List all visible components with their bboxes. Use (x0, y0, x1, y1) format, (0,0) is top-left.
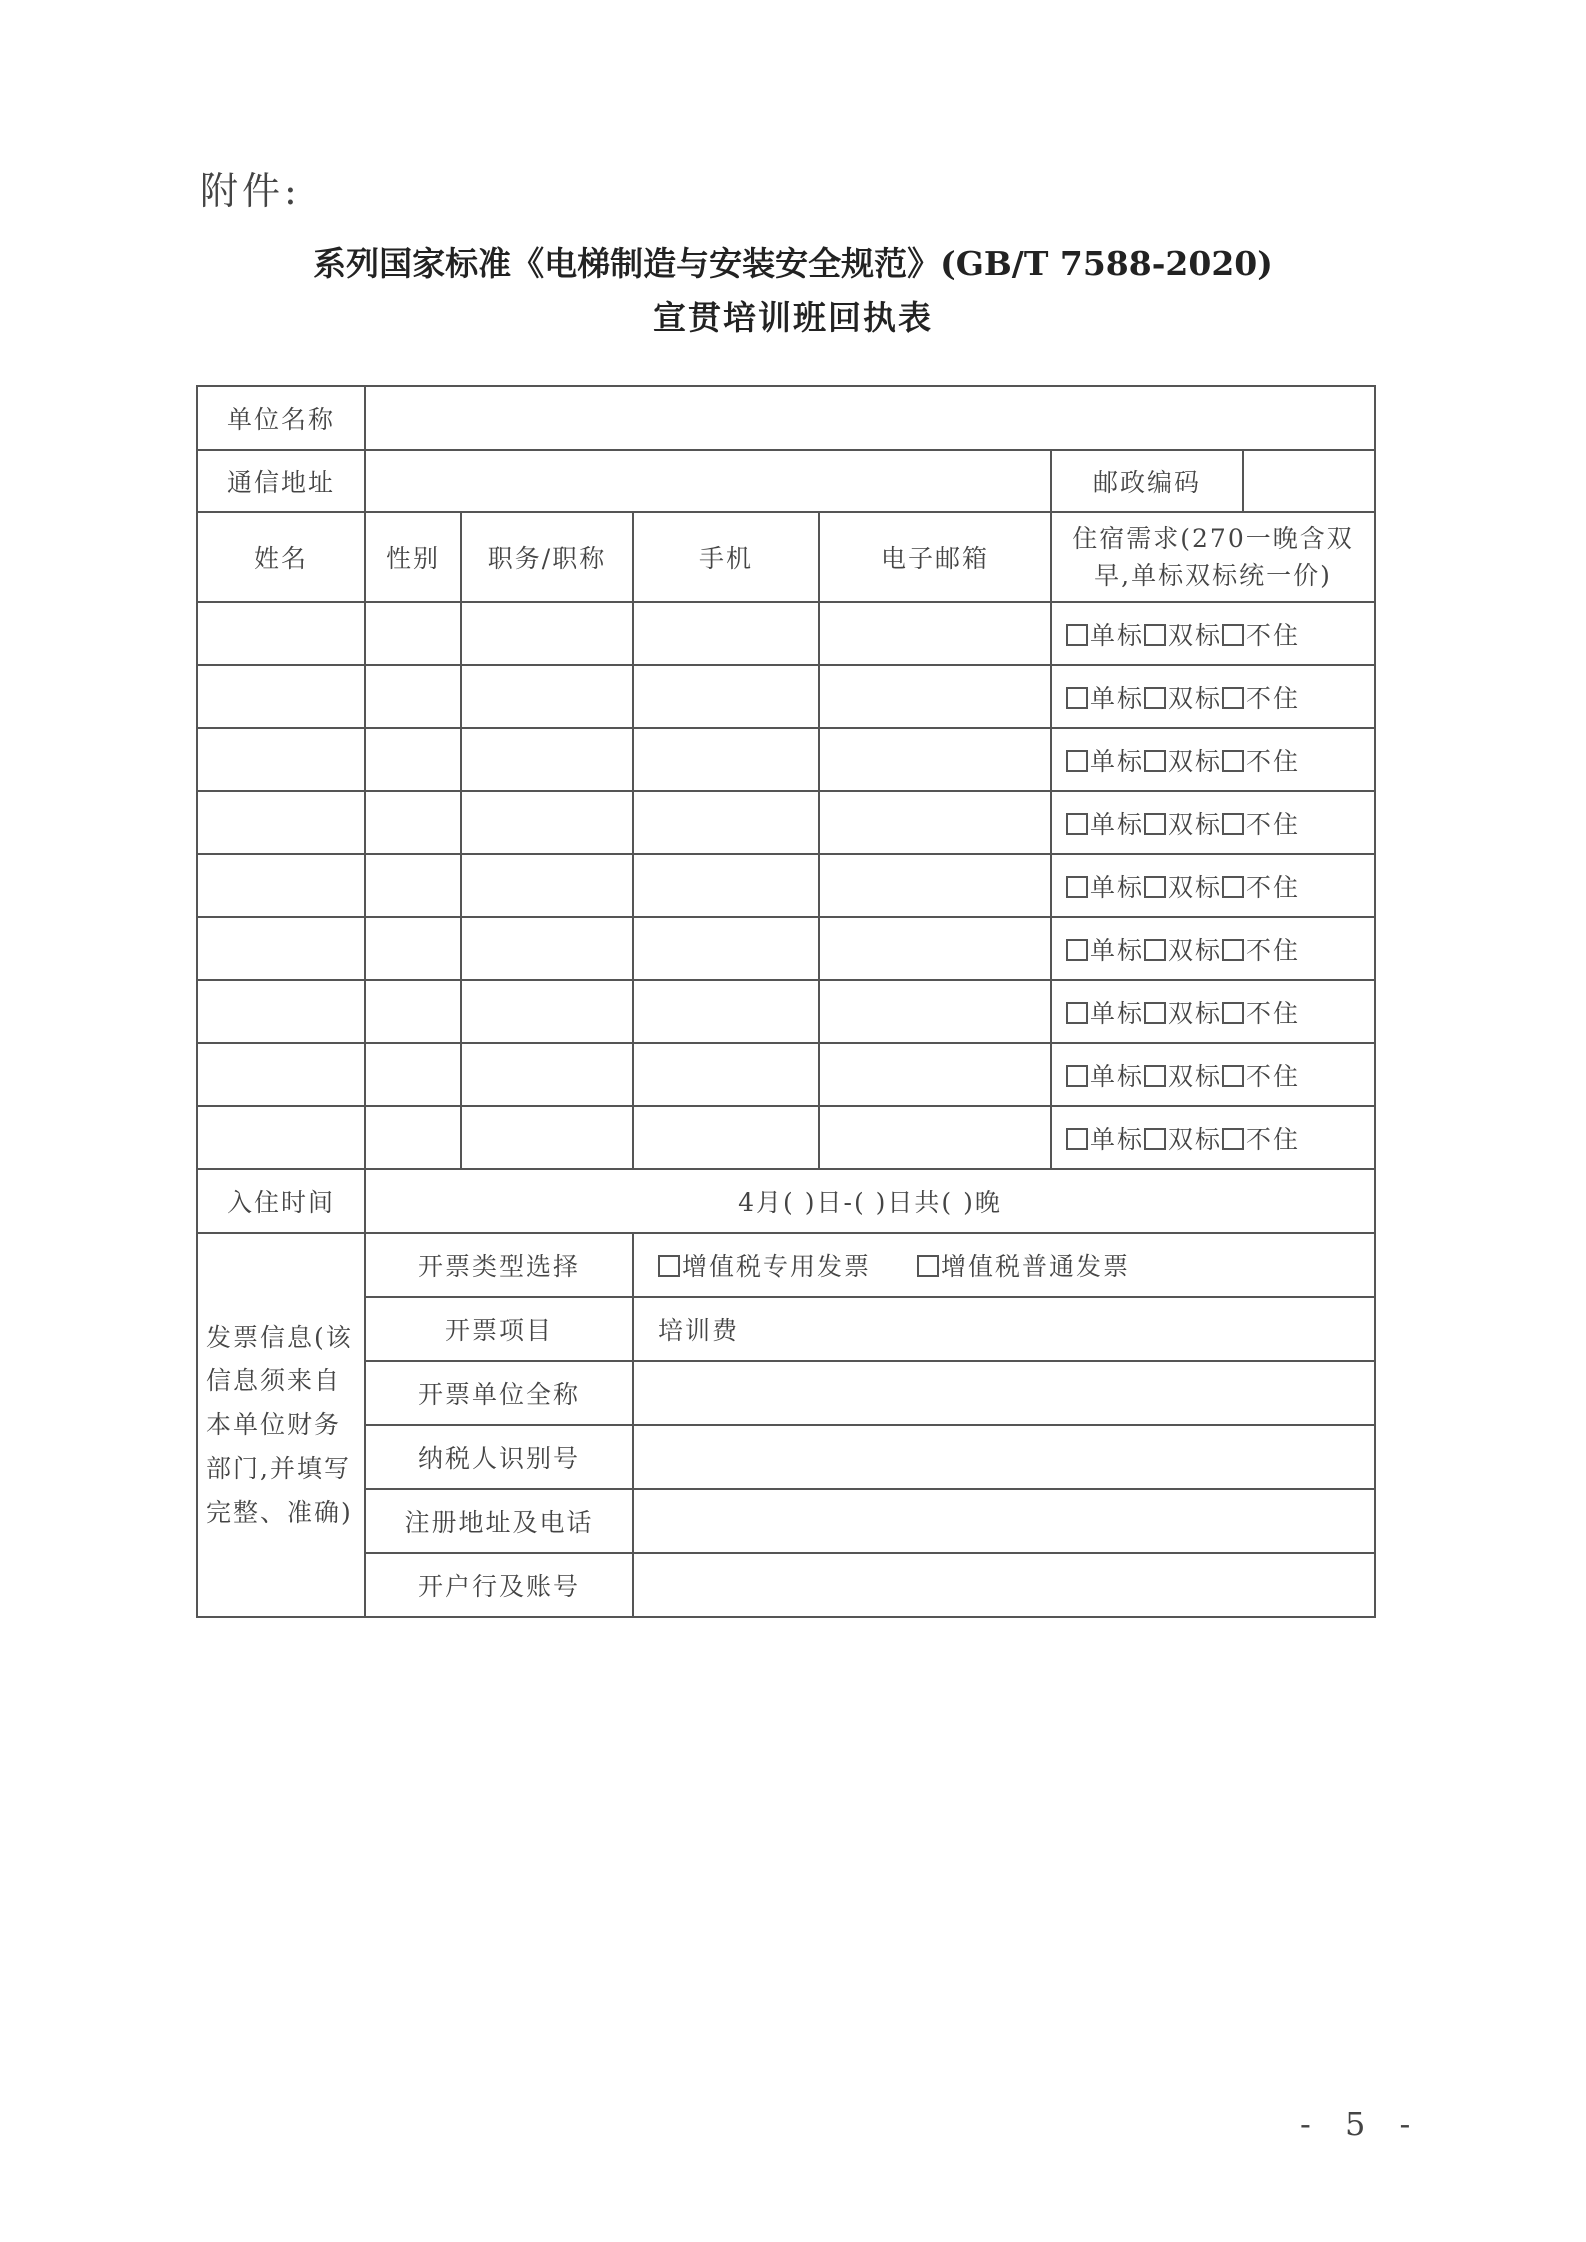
lodging-option-label: 单标 (1090, 1061, 1145, 1091)
invoice-row (197, 1489, 1375, 1553)
checkbox-icon[interactable] (1222, 1065, 1244, 1087)
participant-mobile-cell[interactable] (633, 665, 819, 728)
form-subtitle: 宣贯培训班回执表 (653, 298, 933, 337)
participant-email-cell[interactable] (819, 1043, 1051, 1106)
participant-lodging-cell (1051, 791, 1375, 854)
participant-name-cell[interactable] (197, 854, 365, 917)
invoice-field-label: 开票类型选择 (365, 1233, 633, 1297)
participant-row (197, 602, 1375, 665)
checkbox-icon[interactable] (1066, 813, 1088, 835)
invoice-type-option[interactable] (658, 1247, 871, 1283)
invoice-type-label: 增值税普通发票 (941, 1252, 1131, 1281)
checkin-label: 入住时间 (197, 1169, 365, 1233)
lodging-option[interactable] (1222, 1120, 1300, 1156)
lodging-option-label: 不住 (1246, 746, 1301, 776)
lodging-option-label: 不住 (1246, 998, 1301, 1028)
participant-title-cell[interactable] (461, 728, 633, 791)
postcode-input[interactable] (1242, 451, 1374, 511)
lodging-option-label: 单标 (1090, 1124, 1145, 1154)
lodging-option-label: 不住 (1246, 935, 1301, 965)
invoice-info-label: 发票信息(该信息须来自本单位财务部门,并填写完整、准确) (197, 1233, 365, 1617)
participant-title-cell[interactable] (461, 917, 633, 980)
col-header-mobile: 手机 (633, 512, 819, 602)
checkbox-icon[interactable] (1222, 813, 1244, 835)
lodging-option[interactable] (1222, 931, 1300, 967)
participant-mobile-cell[interactable] (633, 728, 819, 791)
lodging-option-label: 单标 (1090, 998, 1145, 1028)
lodging-option[interactable] (1222, 679, 1300, 715)
participant-email-cell[interactable] (819, 917, 1051, 980)
checkbox-icon[interactable] (1066, 1002, 1088, 1024)
lodging-option[interactable] (1222, 868, 1300, 904)
participant-mobile-cell[interactable] (633, 1043, 819, 1106)
participant-title-cell[interactable] (461, 602, 633, 665)
invoice-field-label: 开户行及账号 (365, 1553, 633, 1617)
participant-lodging-cell (1051, 1043, 1375, 1106)
lodging-option-label: 不住 (1246, 683, 1301, 713)
lodging-option[interactable] (1144, 742, 1222, 778)
unit-name-label: 单位名称 (197, 386, 365, 450)
lodging-option[interactable] (1144, 679, 1222, 715)
checkbox-icon[interactable] (1144, 687, 1166, 709)
lodging-option-label: 双标 (1168, 1124, 1223, 1154)
checkbox-icon[interactable] (1144, 1065, 1166, 1087)
participant-lodging-cell (1051, 980, 1375, 1043)
participant-gender-cell[interactable] (365, 980, 461, 1043)
col-header-email: 电子邮箱 (819, 512, 1051, 602)
lodging-option[interactable] (1144, 868, 1222, 904)
checkbox-icon[interactable] (1222, 687, 1244, 709)
checkbox-icon[interactable] (1066, 624, 1088, 646)
lodging-option-label: 双标 (1168, 872, 1223, 902)
checkbox-icon[interactable] (1144, 1002, 1166, 1024)
participant-row (197, 1043, 1375, 1106)
participant-mobile-cell[interactable] (633, 1106, 819, 1169)
lodging-option[interactable] (1066, 868, 1144, 904)
lodging-option-label: 双标 (1168, 620, 1223, 650)
lodging-option-label: 单标 (1090, 746, 1145, 776)
invoice-row (197, 1233, 1375, 1297)
participant-lodging-cell (1051, 728, 1375, 791)
invoice-field-label: 纳税人识别号 (365, 1425, 633, 1489)
participant-email-cell[interactable] (819, 602, 1051, 665)
participant-row (197, 728, 1375, 791)
participant-title-cell[interactable] (461, 1106, 633, 1169)
checkbox-icon[interactable] (1222, 1128, 1244, 1150)
checkbox-icon[interactable] (917, 1255, 939, 1277)
participant-mobile-cell[interactable] (633, 602, 819, 665)
participant-gender-cell[interactable] (365, 854, 461, 917)
form-title: 系列国家标准《电梯制造与安装安全规范》(GB/T 7588-2020) (313, 244, 1273, 283)
address-input[interactable] (365, 450, 1051, 512)
participant-name-cell[interactable] (197, 917, 365, 980)
lodging-option[interactable] (1222, 1057, 1300, 1093)
participant-lodging-cell (1051, 602, 1375, 665)
lodging-option-label: 单标 (1090, 809, 1145, 839)
checkbox-icon[interactable] (1144, 813, 1166, 835)
lodging-option-label: 不住 (1246, 872, 1301, 902)
participant-name-cell[interactable] (197, 665, 365, 728)
lodging-option-label: 双标 (1168, 1061, 1223, 1091)
invoice-field-label: 开票单位全称 (365, 1361, 633, 1425)
checkbox-icon[interactable] (1222, 624, 1244, 646)
lodging-option-label: 不住 (1246, 809, 1301, 839)
participant-email-cell[interactable] (819, 665, 1051, 728)
checkbox-icon[interactable] (1066, 939, 1088, 961)
participant-gender-cell[interactable] (365, 602, 461, 665)
lodging-option[interactable] (1144, 616, 1222, 652)
invoice-rows (197, 1233, 1375, 1617)
invoice-type-option[interactable] (917, 1247, 1130, 1283)
participant-email-cell[interactable] (819, 1106, 1051, 1169)
lodging-option[interactable] (1066, 616, 1144, 652)
participant-title-cell[interactable] (461, 854, 633, 917)
participant-name-cell[interactable] (197, 980, 365, 1043)
invoice-row (197, 1297, 1375, 1361)
lodging-option[interactable] (1066, 742, 1144, 778)
lodging-option[interactable] (1222, 994, 1300, 1030)
lodging-option-label: 单标 (1090, 620, 1145, 650)
participant-gender-cell[interactable] (365, 665, 461, 728)
lodging-option[interactable] (1144, 1120, 1222, 1156)
unit-name-input[interactable] (365, 386, 1375, 450)
invoice-field-value[interactable]: 培训费 (633, 1297, 1375, 1361)
checkbox-icon[interactable] (1222, 876, 1244, 898)
checkbox-icon[interactable] (1066, 1065, 1088, 1087)
checkbox-icon[interactable] (1222, 1002, 1244, 1024)
lodging-option[interactable] (1222, 805, 1300, 841)
participant-gender-cell[interactable] (365, 1043, 461, 1106)
invoice-type-label: 增值税专用发票 (682, 1252, 872, 1281)
checkin-value[interactable]: 4月( )日-( )日共( )晚 (365, 1169, 1375, 1233)
lodging-option[interactable] (1144, 931, 1222, 967)
participant-mobile-cell[interactable] (633, 980, 819, 1043)
participant-row (197, 917, 1375, 980)
lodging-option[interactable] (1066, 805, 1144, 841)
participant-row (197, 854, 1375, 917)
checkbox-icon[interactable] (658, 1255, 680, 1277)
lodging-option[interactable] (1066, 679, 1144, 715)
participant-email-cell[interactable] (819, 791, 1051, 854)
invoice-field-value[interactable] (633, 1425, 1375, 1489)
lodging-option[interactable] (1066, 1057, 1144, 1093)
invoice-field-label: 开票项目 (365, 1297, 633, 1361)
postcode-label: 邮政编码 (1092, 468, 1201, 497)
lodging-option-label: 不住 (1246, 1061, 1301, 1091)
lodging-option-label: 单标 (1090, 872, 1145, 902)
address-label: 通信地址 (197, 450, 365, 512)
checkbox-icon[interactable] (1066, 876, 1088, 898)
invoice-row (197, 1425, 1375, 1489)
invoice-type-select (633, 1233, 1375, 1297)
lodging-option-label: 单标 (1090, 683, 1145, 713)
lodging-option-label: 双标 (1168, 935, 1223, 965)
participant-email-cell[interactable] (819, 980, 1051, 1043)
invoice-field-label: 注册地址及电话 (365, 1489, 633, 1553)
participant-name-cell[interactable] (197, 602, 365, 665)
participant-name-cell[interactable] (197, 791, 365, 854)
invoice-field-value[interactable] (633, 1361, 1375, 1425)
lodging-option[interactable] (1066, 1120, 1144, 1156)
lodging-option-label: 单标 (1090, 935, 1145, 965)
participant-name-cell[interactable] (197, 728, 365, 791)
participant-title-cell[interactable] (461, 980, 633, 1043)
participant-lodging-cell (1051, 665, 1375, 728)
invoice-row (197, 1553, 1375, 1617)
invoice-field-value[interactable] (633, 1489, 1375, 1553)
participant-gender-cell[interactable] (365, 1106, 461, 1169)
checkbox-icon[interactable] (1066, 1128, 1088, 1150)
lodging-option-label: 双标 (1168, 809, 1223, 839)
lodging-option-label: 双标 (1168, 683, 1223, 713)
participant-name-cell[interactable] (197, 1043, 365, 1106)
participant-row (197, 665, 1375, 728)
checkbox-icon[interactable] (1144, 876, 1166, 898)
participant-mobile-cell[interactable] (633, 854, 819, 917)
lodging-option-label: 双标 (1168, 998, 1223, 1028)
attachment-label: 附件: (200, 169, 301, 213)
registration-form (196, 385, 1376, 1618)
lodging-option[interactable] (1144, 994, 1222, 1030)
lodging-option[interactable] (1222, 616, 1300, 652)
checkbox-icon[interactable] (1222, 750, 1244, 772)
lodging-option[interactable] (1066, 994, 1144, 1030)
invoice-row (197, 1361, 1375, 1425)
participant-lodging-cell (1051, 854, 1375, 917)
col-header-title: 职务/职称 (461, 512, 633, 602)
lodging-option[interactable] (1066, 931, 1144, 967)
participant-mobile-cell[interactable] (633, 917, 819, 980)
checkbox-icon[interactable] (1144, 750, 1166, 772)
lodging-option[interactable] (1144, 1057, 1222, 1093)
participant-lodging-cell (1051, 1106, 1375, 1169)
participant-rows (197, 602, 1375, 1169)
participant-mobile-cell[interactable] (633, 791, 819, 854)
participant-gender-cell[interactable] (365, 917, 461, 980)
lodging-option[interactable] (1222, 742, 1300, 778)
participant-email-cell[interactable] (819, 728, 1051, 791)
checkbox-icon[interactable] (1066, 750, 1088, 772)
participant-title-cell[interactable] (461, 791, 633, 854)
col-header-lodging: 住宿需求(270一晚含双早,单标双标统一价) (1051, 512, 1375, 602)
invoice-field-value[interactable] (633, 1553, 1375, 1617)
participant-row (197, 980, 1375, 1043)
participant-title-cell[interactable] (461, 1043, 633, 1106)
participant-row (197, 791, 1375, 854)
lodging-option-label: 不住 (1246, 1124, 1301, 1154)
participant-gender-cell[interactable] (365, 791, 461, 854)
lodging-option-label: 不住 (1246, 620, 1301, 650)
participant-title-cell[interactable] (461, 665, 633, 728)
checkbox-icon[interactable] (1066, 687, 1088, 709)
participant-gender-cell[interactable] (365, 728, 461, 791)
lodging-option-label: 双标 (1168, 746, 1223, 776)
participant-email-cell[interactable] (819, 854, 1051, 917)
lodging-option[interactable] (1144, 805, 1222, 841)
col-header-name: 姓名 (197, 512, 365, 602)
checkbox-icon[interactable] (1144, 939, 1166, 961)
col-header-gender: 性别 (365, 512, 461, 602)
page-number: - 5 - (1300, 2105, 1423, 2143)
checkbox-icon[interactable] (1144, 1128, 1166, 1150)
checkbox-icon[interactable] (1222, 939, 1244, 961)
participant-name-cell[interactable] (197, 1106, 365, 1169)
participant-lodging-cell (1051, 917, 1375, 980)
participant-row (197, 1106, 1375, 1169)
checkbox-icon[interactable] (1144, 624, 1166, 646)
